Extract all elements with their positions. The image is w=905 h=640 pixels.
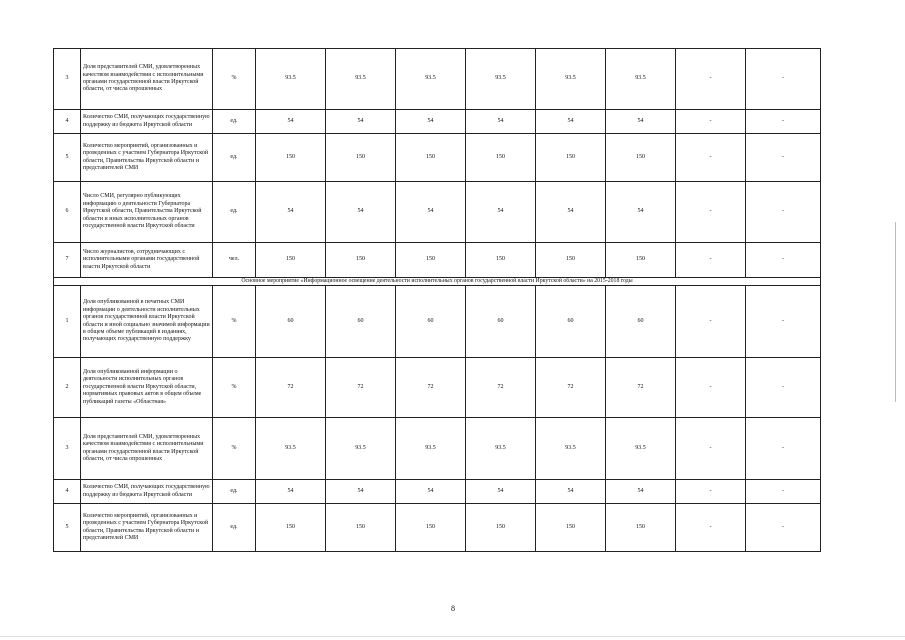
unit-cell: % — [213, 358, 256, 418]
value-cell: - — [746, 110, 821, 134]
value-cell: - — [676, 480, 746, 504]
value-cell: 150 — [396, 504, 466, 552]
value-cell: 54 — [466, 480, 536, 504]
value-cell: 60 — [466, 286, 536, 358]
row-number: 3 — [54, 418, 81, 480]
indicator-description: Доля опубликованной информации о деятельности исполнительных органов государственной власти Иркутской области, нормативных правовых актов в общем объеме публикаций газеты «Областная» — [81, 358, 213, 418]
value-cell: 93.5 — [606, 418, 676, 480]
value-cell: 54 — [606, 480, 676, 504]
value-cell: 60 — [326, 286, 396, 358]
table-row — [54, 134, 821, 182]
indicator-description: Количество СМИ, получающих государственную поддержку из бюджета Иркутской области — [81, 480, 213, 504]
value-cell: 60 — [606, 286, 676, 358]
value-cell: 93.5 — [396, 49, 466, 110]
value-cell: - — [746, 418, 821, 480]
value-cell: 72 — [606, 358, 676, 418]
rows-before-section — [54, 49, 821, 278]
value-cell: - — [676, 358, 746, 418]
value-cell: 150 — [466, 243, 536, 278]
table-row — [54, 49, 821, 110]
indicator-description: Число СМИ, регулярно публикующих информацию о деятельности Губернатора Иркутской области, Правительства Иркутской области и иных исполнительных органов государственной власти Иркутской области — [81, 182, 213, 243]
value-cell: 54 — [466, 182, 536, 243]
value-cell: 72 — [396, 358, 466, 418]
unit-cell: ед. — [213, 480, 256, 504]
value-cell: 54 — [536, 182, 606, 243]
unit-cell: % — [213, 49, 256, 110]
value-cell: 150 — [326, 134, 396, 182]
value-cell: 150 — [466, 504, 536, 552]
value-cell: 54 — [326, 110, 396, 134]
row-number: 6 — [54, 182, 81, 243]
page-number: 8 — [451, 604, 455, 613]
value-cell: 54 — [396, 110, 466, 134]
indicator-description: Количество СМИ, получающих государственную поддержку из бюджета Иркутской области — [81, 110, 213, 134]
value-cell: 54 — [606, 110, 676, 134]
value-cell: 72 — [326, 358, 396, 418]
value-cell: 54 — [326, 480, 396, 504]
row-number: 5 — [54, 134, 81, 182]
value-cell: 150 — [606, 504, 676, 552]
rows-after-section — [54, 286, 821, 552]
value-cell: 150 — [256, 243, 326, 278]
value-cell: 150 — [396, 134, 466, 182]
section-header-group — [54, 278, 821, 286]
value-cell: 150 — [256, 134, 326, 182]
value-cell: 54 — [256, 182, 326, 243]
row-number: 1 — [54, 286, 81, 358]
value-cell: - — [676, 49, 746, 110]
table-row — [54, 182, 821, 243]
indicator-description: Доля опубликованной в печатных СМИ информации о деятельности исполнительных органов государственной власти Иркутской области и иной социально значимой информации в общем объеме публикаций в изданиях, получающих государственную поддержку — [81, 286, 213, 358]
value-cell: - — [746, 49, 821, 110]
value-cell: 54 — [396, 480, 466, 504]
value-cell: 54 — [256, 110, 326, 134]
section-title: Основное мероприятие «Информационное освещение деятельности исполнительных органов государственной власти Иркутской области» на 2015-2018 годы — [54, 278, 821, 286]
unit-cell: % — [213, 418, 256, 480]
value-cell: 150 — [536, 504, 606, 552]
value-cell: 72 — [466, 358, 536, 418]
value-cell: - — [676, 418, 746, 480]
value-cell: 60 — [536, 286, 606, 358]
value-cell: 150 — [256, 504, 326, 552]
value-cell: 150 — [606, 134, 676, 182]
value-cell: 60 — [396, 286, 466, 358]
value-cell: 150 — [536, 243, 606, 278]
scan-edge-mark — [895, 222, 896, 402]
value-cell: - — [676, 182, 746, 243]
value-cell: - — [676, 286, 746, 358]
value-cell: 54 — [396, 182, 466, 243]
value-cell: 54 — [326, 182, 396, 243]
value-cell: 150 — [536, 134, 606, 182]
value-cell: 93.5 — [256, 418, 326, 480]
table-row — [54, 418, 821, 480]
table-row — [54, 110, 821, 134]
row-number: 4 — [54, 480, 81, 504]
indicator-description: Число журналистов, сотрудничающих с исполнительными органами государственной власти Иркутской области — [81, 243, 213, 278]
value-cell: 150 — [326, 243, 396, 278]
section-header-row — [54, 278, 821, 286]
value-cell: 72 — [256, 358, 326, 418]
value-cell: 54 — [536, 110, 606, 134]
row-number: 7 — [54, 243, 81, 278]
indicator-description: Количество мероприятий, организованных и проведенных с участием Губернатора Иркутской области, Правительства Иркутской области и представителей СМИ — [81, 134, 213, 182]
table-row — [54, 504, 821, 552]
value-cell: - — [746, 358, 821, 418]
value-cell: 93.5 — [466, 418, 536, 480]
value-cell: 54 — [536, 480, 606, 504]
value-cell: 54 — [606, 182, 676, 243]
value-cell: - — [746, 243, 821, 278]
value-cell: 72 — [536, 358, 606, 418]
value-cell: - — [746, 286, 821, 358]
indicators-table — [53, 48, 821, 552]
value-cell: 93.5 — [606, 49, 676, 110]
value-cell: - — [676, 243, 746, 278]
unit-cell: % — [213, 286, 256, 358]
value-cell: 150 — [326, 504, 396, 552]
value-cell: - — [746, 480, 821, 504]
value-cell: 150 — [606, 243, 676, 278]
value-cell: 54 — [466, 110, 536, 134]
unit-cell: ед. — [213, 504, 256, 552]
value-cell: - — [676, 134, 746, 182]
row-number: 4 — [54, 110, 81, 134]
unit-cell: ед. — [213, 110, 256, 134]
table-row — [54, 243, 821, 278]
table-row — [54, 480, 821, 504]
value-cell: 93.5 — [326, 49, 396, 110]
value-cell: - — [746, 182, 821, 243]
unit-cell: ед. — [213, 182, 256, 243]
value-cell: 54 — [256, 480, 326, 504]
value-cell: 93.5 — [396, 418, 466, 480]
value-cell: 60 — [256, 286, 326, 358]
unit-cell: ед. — [213, 134, 256, 182]
indicator-description: Доля представителей СМИ, удовлетворенных качеством взаимодействия с исполнительными органами государственной власти Иркутской области, от числа опрошенных — [81, 418, 213, 480]
row-number: 2 — [54, 358, 81, 418]
value-cell: - — [746, 504, 821, 552]
value-cell: 93.5 — [466, 49, 536, 110]
value-cell: - — [676, 504, 746, 552]
indicator-description: Доля представителей СМИ, удовлетворенных качеством взаимодействия с исполнительными органами государственной власти Иркутской области, от числа опрошенных — [81, 49, 213, 110]
value-cell: 93.5 — [536, 49, 606, 110]
value-cell: 93.5 — [256, 49, 326, 110]
indicator-description: Количество мероприятий, организованных и проведенных с участием Губернатора Иркутской области, Правительства Иркутской области и представителей СМИ — [81, 504, 213, 552]
table-row — [54, 358, 821, 418]
value-cell: - — [676, 110, 746, 134]
value-cell: 150 — [466, 134, 536, 182]
value-cell: 150 — [396, 243, 466, 278]
value-cell: 93.5 — [326, 418, 396, 480]
table-row — [54, 286, 821, 358]
row-number: 5 — [54, 504, 81, 552]
value-cell: 93.5 — [536, 418, 606, 480]
scan-bottom-edge — [0, 636, 905, 637]
value-cell: - — [746, 134, 821, 182]
row-number: 3 — [54, 49, 81, 110]
unit-cell: чел. — [213, 243, 256, 278]
